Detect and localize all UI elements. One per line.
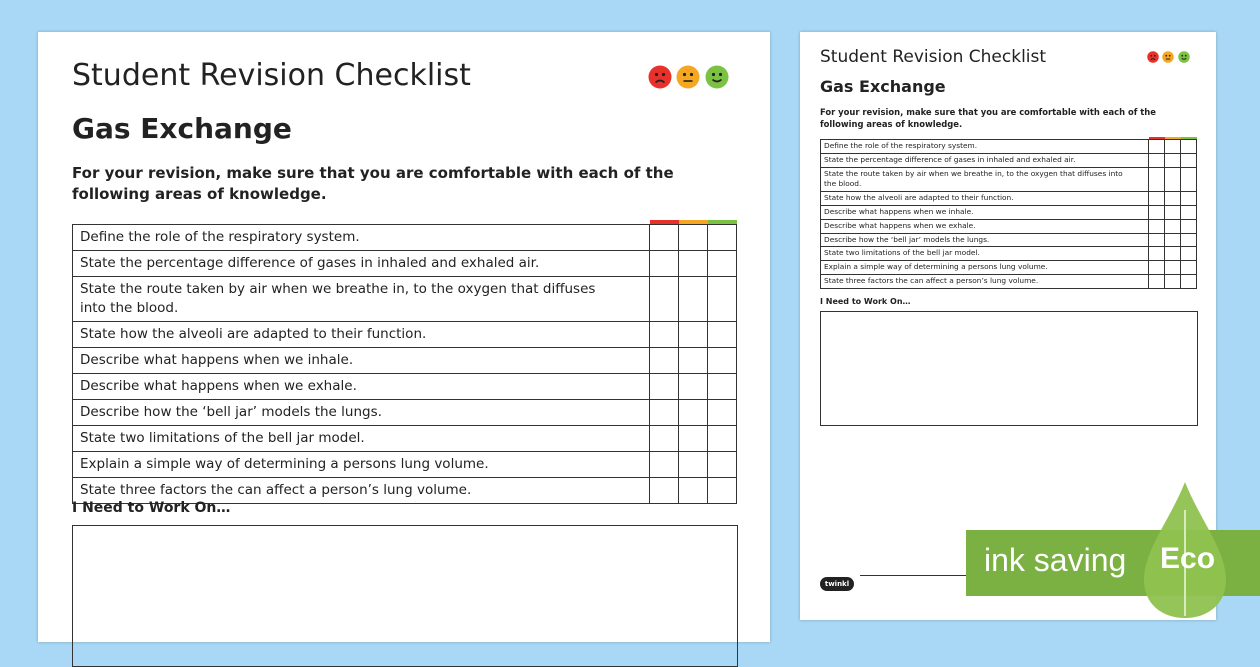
checklist-item: State the percentage difference of gases in inhaled and exhaled air. — [821, 153, 1149, 167]
checklist-item: State the route taken by air when we breathe in, to the oxygen that diffuses into the blood. — [73, 277, 650, 322]
rating-cell-green[interactable] — [1181, 261, 1197, 275]
page-title: Student Revision Checklist — [820, 47, 1047, 67]
rating-cell-amber[interactable] — [679, 426, 708, 452]
rating-cell-amber[interactable] — [679, 322, 708, 348]
checklist-item: Define the role of the respiratory system. — [821, 140, 1149, 154]
rating-cell-green[interactable] — [1181, 192, 1197, 206]
rating-cell-green[interactable] — [708, 426, 737, 452]
checklist-item: Describe what happens when we exhale. — [821, 219, 1149, 233]
ink-saving-text: ink saving — [984, 542, 1127, 578]
twinkl-logo: twinkl — [820, 577, 854, 591]
table-row — [73, 225, 737, 251]
table-row — [821, 247, 1197, 261]
rating-cell-red[interactable] — [1149, 247, 1165, 261]
checklist-item: Describe what happens when we inhale. — [821, 205, 1149, 219]
rating-cell-red[interactable] — [650, 348, 679, 374]
rating-cell-green[interactable] — [1181, 153, 1197, 167]
rating-cell-green[interactable] — [1181, 219, 1197, 233]
rating-cell-amber[interactable] — [679, 348, 708, 374]
rating-cell-amber[interactable] — [1165, 233, 1181, 247]
eco-text: Eco — [1160, 542, 1216, 575]
rating-cell-green[interactable] — [708, 452, 737, 478]
rating-cell-red[interactable] — [1149, 219, 1165, 233]
checklist-item: Define the role of the respiratory system. — [73, 225, 650, 251]
table-row — [821, 153, 1197, 167]
sad-face-icon — [648, 65, 672, 89]
table-row — [821, 205, 1197, 219]
table-row — [73, 348, 737, 374]
rating-cell-red[interactable] — [1149, 205, 1165, 219]
table-row — [73, 400, 737, 426]
work-on-box[interactable] — [72, 525, 738, 667]
checklist-item: State two limitations of the bell jar model. — [73, 426, 650, 452]
table-row — [821, 233, 1197, 247]
rating-cell-red[interactable] — [1149, 274, 1165, 288]
rating-cell-green[interactable] — [1181, 247, 1197, 261]
work-on-label: I Need to Work On… — [72, 500, 231, 516]
rating-cell-red[interactable] — [650, 277, 679, 322]
rating-cell-amber[interactable] — [1165, 140, 1181, 154]
checklist-item: Explain a simple way of determining a persons lung volume. — [73, 452, 650, 478]
rating-cell-amber[interactable] — [1165, 247, 1181, 261]
happy-face-icon — [705, 65, 729, 89]
neutral-face-icon — [676, 65, 700, 89]
checklist-item: State two limitations of the bell jar model. — [821, 247, 1149, 261]
rating-cell-red[interactable] — [650, 374, 679, 400]
rating-cell-red[interactable] — [650, 322, 679, 348]
rating-cell-red[interactable] — [650, 478, 679, 504]
table-row — [821, 261, 1197, 275]
rating-cell-amber[interactable] — [1165, 274, 1181, 288]
rating-cell-green[interactable] — [1181, 140, 1197, 154]
table-row — [73, 251, 737, 277]
checklist-item: State the route taken by air when we breathe in, to the oxygen that diffuses into the blood. — [821, 167, 1149, 192]
rating-cell-amber[interactable] — [679, 400, 708, 426]
table-row — [73, 277, 737, 322]
rating-cell-green[interactable] — [708, 277, 737, 322]
rating-cell-red[interactable] — [1149, 192, 1165, 206]
rating-cell-red[interactable] — [1149, 261, 1165, 275]
checklist-item: Describe how the ‘bell jar’ models the lungs. — [821, 233, 1149, 247]
rating-cell-red[interactable] — [1149, 140, 1165, 154]
checklist-table — [820, 139, 1197, 289]
checklist-item: State how the alveoli are adapted to their function. — [821, 192, 1149, 206]
rating-cell-amber[interactable] — [679, 225, 708, 251]
topic-heading: Gas Exchange — [72, 112, 292, 145]
happy-face-icon — [1178, 51, 1190, 63]
neutral-face-icon — [1162, 51, 1174, 63]
rating-cell-red[interactable] — [1149, 167, 1165, 192]
rating-cell-red[interactable] — [650, 251, 679, 277]
work-on-label: I Need to Work On… — [820, 297, 911, 306]
worksheet-preview-large — [38, 32, 770, 642]
rating-cell-red[interactable] — [650, 400, 679, 426]
rating-cell-red[interactable] — [650, 426, 679, 452]
table-row — [821, 274, 1197, 288]
rating-cell-green[interactable] — [708, 478, 737, 504]
table-row — [73, 322, 737, 348]
table-row — [821, 140, 1197, 154]
rating-cell-amber[interactable] — [1165, 192, 1181, 206]
rating-cell-red[interactable] — [1149, 153, 1165, 167]
intro-text: For your revision, make sure that you are comfortable with each of the following areas of knowledge. — [72, 164, 674, 203]
checklist-item: State three factors the can affect a person’s lung volume. — [821, 274, 1149, 288]
rating-cell-amber[interactable] — [1165, 167, 1181, 192]
rating-cell-amber[interactable] — [679, 478, 708, 504]
table-row — [73, 374, 737, 400]
rating-cell-amber[interactable] — [1165, 205, 1181, 219]
rating-cell-amber[interactable] — [679, 374, 708, 400]
checklist-item: Describe what happens when we inhale. — [73, 348, 650, 374]
rating-cell-green[interactable] — [708, 348, 737, 374]
rating-cell-amber[interactable] — [1165, 153, 1181, 167]
sad-face-icon — [1147, 51, 1159, 63]
checklist-item: State the percentage difference of gases in inhaled and exhaled air. — [73, 251, 650, 277]
rating-cell-red[interactable] — [1149, 233, 1165, 247]
rating-cell-red[interactable] — [650, 225, 679, 251]
intro-text: For your revision, make sure that you are comfortable with each of the following areas of knowledge. — [820, 107, 1156, 129]
rating-cell-amber[interactable] — [679, 251, 708, 277]
rating-cell-green[interactable] — [708, 400, 737, 426]
rating-cell-green[interactable] — [708, 251, 737, 277]
footer-rule — [860, 575, 970, 576]
page-title: Student Revision Checklist — [72, 58, 471, 93]
rating-cell-green[interactable] — [1181, 205, 1197, 219]
checklist-item: State how the alveoli are adapted to their function. — [73, 322, 650, 348]
rating-cell-green[interactable] — [1181, 233, 1197, 247]
checklist-item: Describe what happens when we exhale. — [73, 374, 650, 400]
rating-cell-red[interactable] — [650, 452, 679, 478]
rating-cell-amber[interactable] — [679, 277, 708, 322]
checklist-table — [72, 224, 737, 504]
rating-cell-amber[interactable] — [1165, 219, 1181, 233]
checklist-item: Describe how the ‘bell jar’ models the lungs. — [73, 400, 650, 426]
checklist-item: Explain a simple way of determining a persons lung volume. — [821, 261, 1149, 275]
rating-cell-amber[interactable] — [679, 452, 708, 478]
table-row — [821, 167, 1197, 192]
rating-cell-green[interactable] — [708, 374, 737, 400]
rating-cell-green[interactable] — [708, 322, 737, 348]
table-row — [821, 192, 1197, 206]
checklist-item: State three factors the can affect a person’s lung volume. — [73, 478, 650, 504]
table-row — [73, 426, 737, 452]
topic-heading: Gas Exchange — [820, 77, 946, 96]
table-row — [73, 452, 737, 478]
rating-cell-green[interactable] — [1181, 167, 1197, 192]
rating-cell-amber[interactable] — [1165, 261, 1181, 275]
work-on-box[interactable] — [820, 311, 1198, 426]
rating-cell-green[interactable] — [1181, 274, 1197, 288]
rating-cell-green[interactable] — [708, 225, 737, 251]
table-row — [821, 219, 1197, 233]
